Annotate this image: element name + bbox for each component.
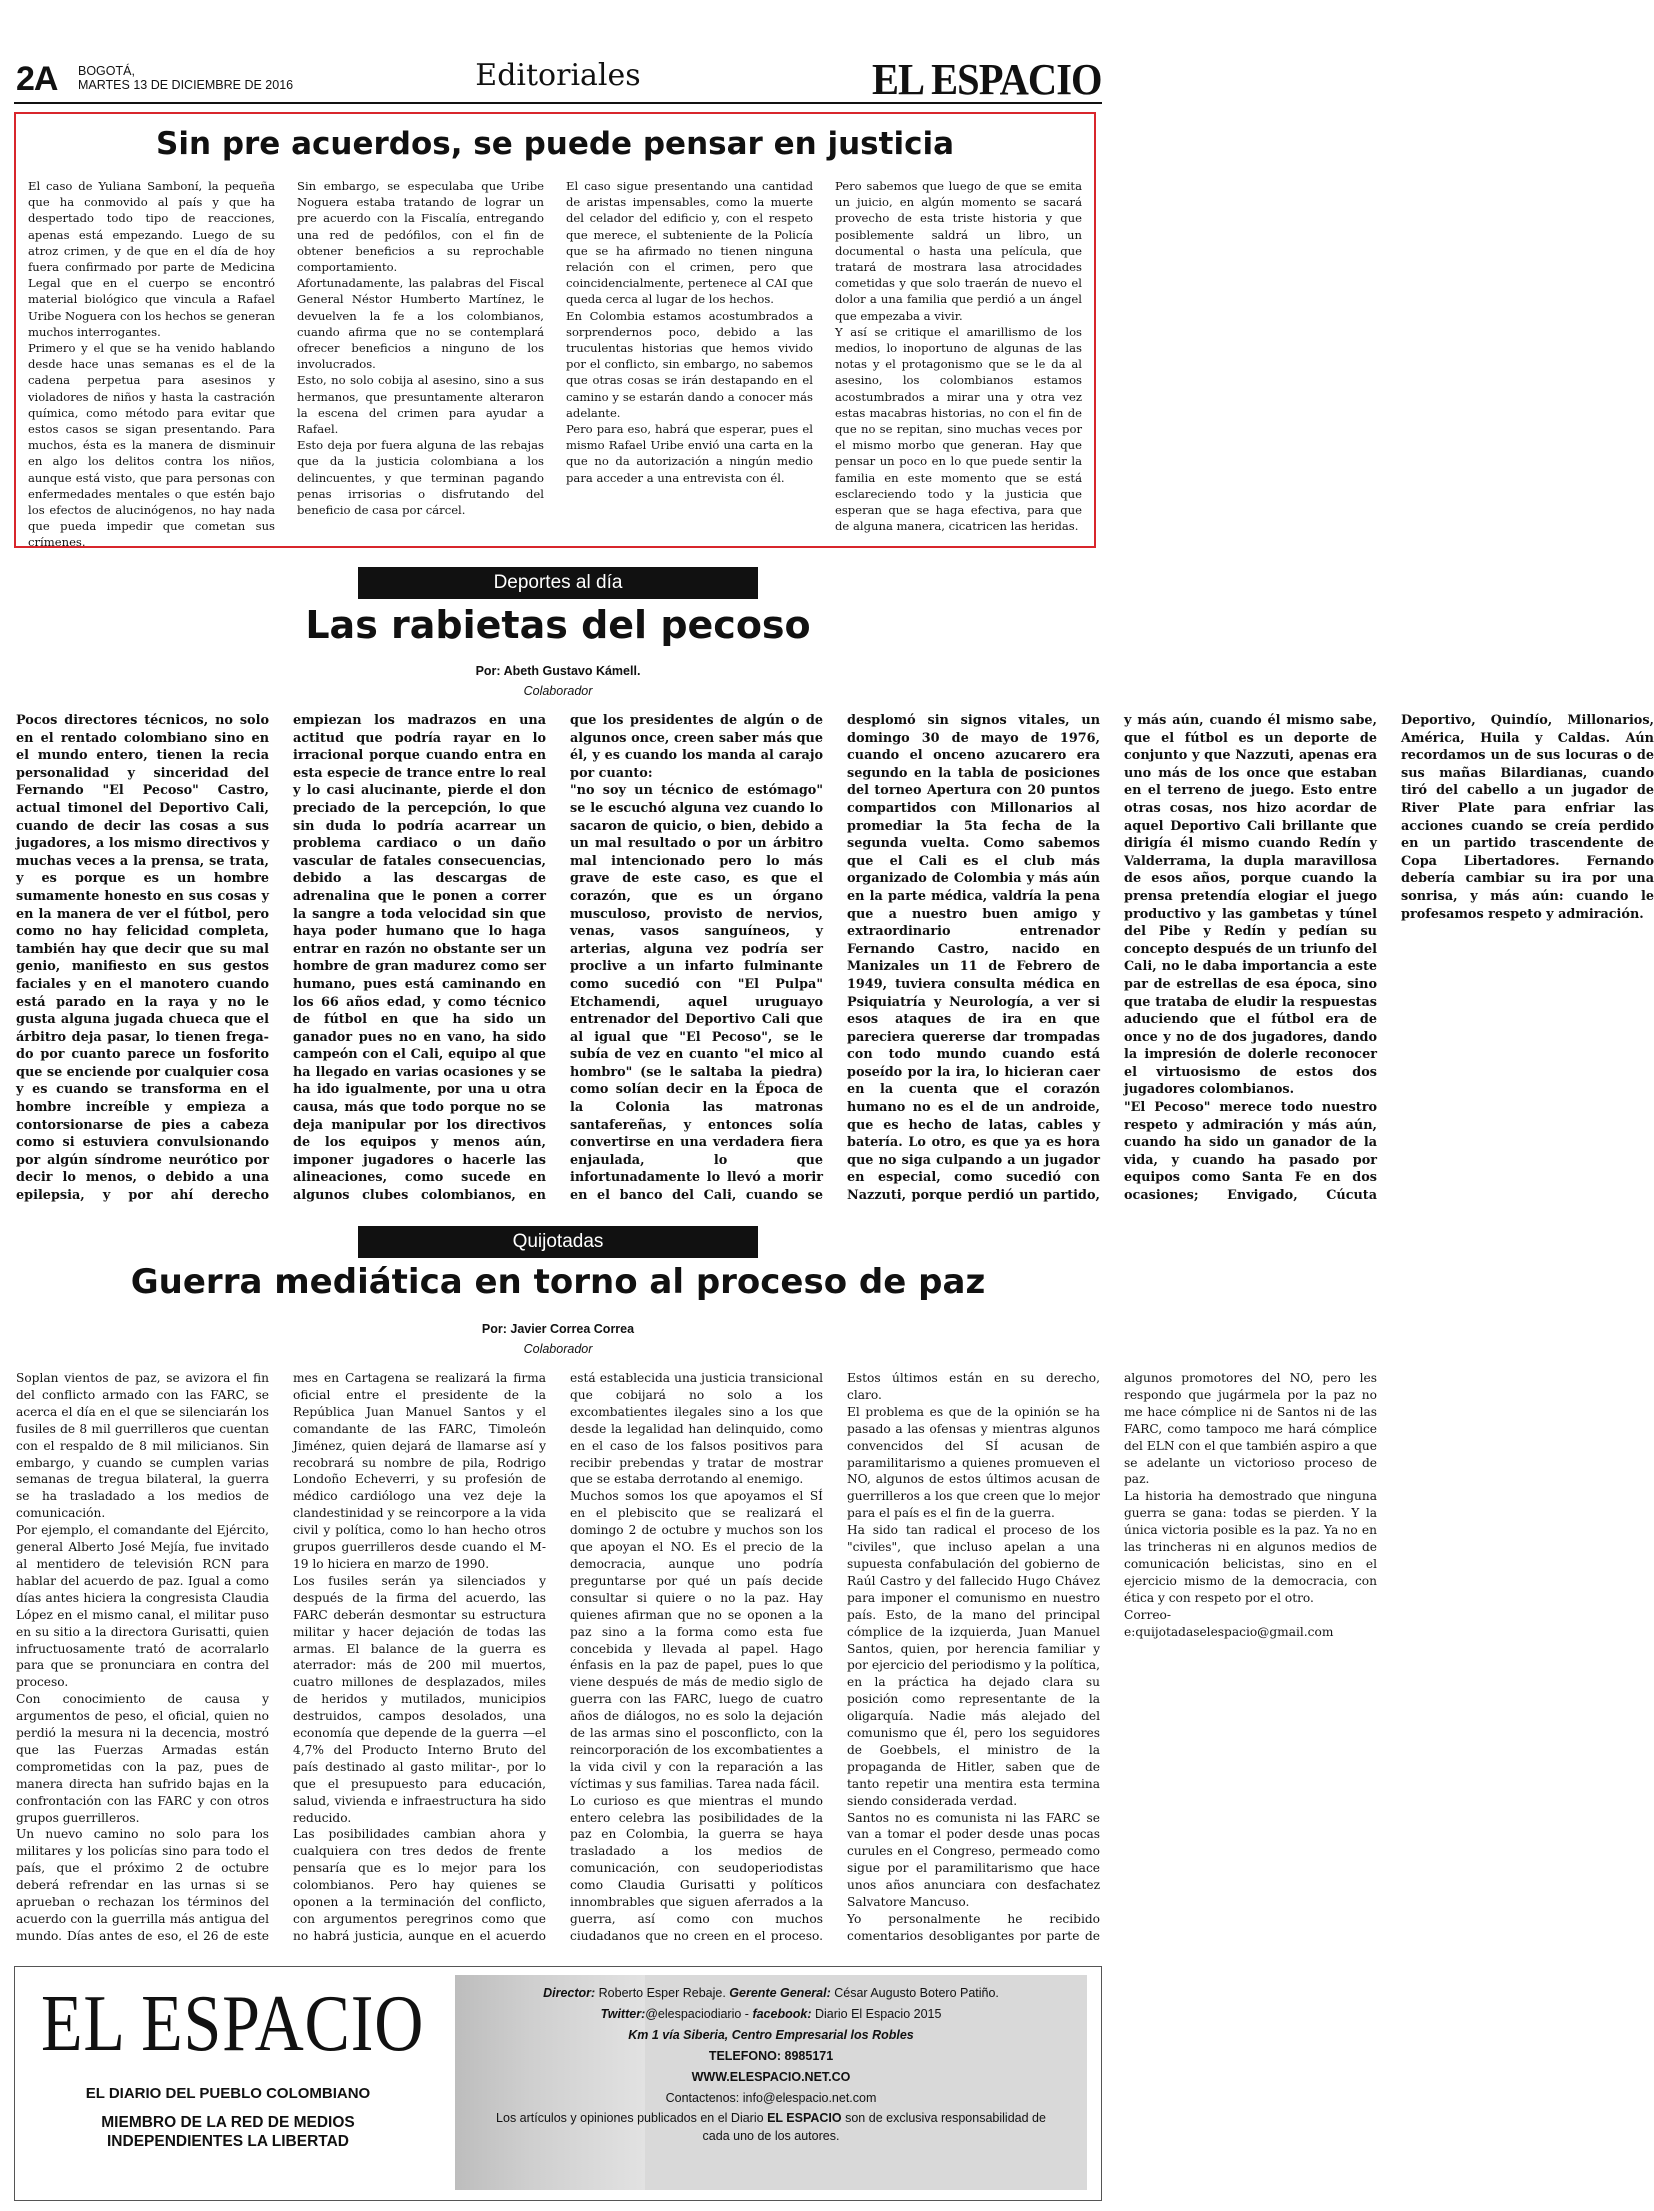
footer-tagline: EL DIARIO DEL PUEBLO COLOMBIANO <box>85 2085 371 2102</box>
page-number: 2A <box>16 60 58 98</box>
credit-disclaimer <box>455 2109 1087 2145</box>
member-line-2: INDEPENDIENTES LA LIBERTAD <box>107 2133 349 2150</box>
masthead-logo: EL ESPACIO <box>872 55 1102 104</box>
credit-address: Km 1 vía Siberia, Centro Empresarial los Robles <box>628 2028 914 2042</box>
editorial-column-3 <box>566 178 813 540</box>
paragraph: Muchos somos los que apoyamos el SÍ en el plebiscito que se realizará el domingo 2 de octubre y muchos son los que apoyan el NO. Es el precio de la democracia, aunque uno podría preguntarse por qué un país decide consultar si quiere o no la paz. Hay quienes afirman que no se oponen a la paz sino a la forma como esta fue concebida y llevada al papel. Hago énfasis en la paz de papel, pues lo que viene después de más de medio siglo de guerra con las FARC, luego de cuatro años de diálogos, no es solo la dejación de las armas sino el posconflicto, con la reincorporación de los excombatientes a la vida civil y con la reparación a las víctimas y sus familias. Tarea nada fácil. <box>570 1489 823 1791</box>
credit-director <box>455 1983 1087 2004</box>
editorial-column-1 <box>28 178 275 550</box>
paragraph: "El Pecoso" merece todo nuestro respeto y admiración y más aún, cuando ha sido un ganador de la vida, y cuando ha pasado por equipos como Santa Fe en dos ocasiones; Envigado, Cúcuta Deportivo, Quindío, Millonarios, América, Huila y Caldas. Aún recordamos un de sus locuras o de sus mañas Bilardianas, cuando tiró del cabello a un jugador de River Plate para enfriar las acciones cuando se creía perdido en un partido trascendente de Copa Libertadores. Fernando debería cambiar su ira por una sonrisa, y más aún: cuando le profesamos respeto y admiración. <box>1124 713 1654 1204</box>
paragraph: El problema es que de la opinión se ha pasado a las ofensas y mientras algunos convencidos del SÍ acusan de paramilitarismo a quienes promueven el NO, algunos de estos últimos acusan de guerrilleros a los que creen que lo mejor para el país es el fin de la guerra. <box>847 1404 1100 1521</box>
paragraph: Pero para eso, habrá que esperar, pues el mismo Rafael Uribe envió una carta en la que no da autorización a ningún medio para acceder a una entrevista con él. <box>566 422 813 485</box>
paragraph: Por ejemplo, el comandante del Ejército, general Alberto José Mejía, fue invitado al mentidero de televisión RCN para hablar del acuerdo de paz. Igual a como días antes hiciera la congresista Claudia López en el mismo canal, el militar puso en su sitio a la directora Gurisatti, quien infructuosamente trató de acorralarlo para que se pronunciara en contra del proceso. <box>16 1523 269 1690</box>
author-email: Correo-e:quijotadaselespacio@gmail.com <box>1124 1607 1334 1639</box>
footer-credits <box>455 1975 1087 2190</box>
contact-email[interactable]: info@elespacio.net.com <box>742 2091 877 2105</box>
paragraph: Las posibilidades cambian ahora y cualquiera con tres dedos de frente pensaría que es lo mejor para los colombianos. Pero hay quienes se oponen a la terminación del conflicto, con argumentos peregrinos como que no habrá justicia, aunque en el acuerdo está establecida una justicia transicional que cobijará no solo a los excombatientes ilegales sino a los que desde la legalidad han delinquido, como en el caso de los falsos positivos para recibir prebendas y tratar de mostrar que se estaba derrotando al enemigo. <box>293 1371 823 1943</box>
article-title-guerra: Guerra mediática en torno al proceso de paz <box>130 1262 986 1302</box>
paragraph: En Colombia estamos acostumbrados a sorprendernos poco, debido a las truculentas historias que hemos vivido por el conflicto, sin embargo, no sabemos que otras cosas se irán destapando en el camino y se estarán dando a conocer más adelante. <box>566 308 813 420</box>
section-title: Editoriales <box>475 58 641 93</box>
section-band-quijotadas: Quijotadas <box>358 1226 758 1258</box>
credit-social <box>455 2004 1087 2025</box>
article-author-role: Colaborador <box>523 1342 593 1356</box>
paragraph: Ha sido tan radical el proceso de los "civiles", que incluso apelan a una supuesta confabulación del gobierno de Raúl Castro y del fallecido Hugo Chávez para imponer el comunismo en nuestro país. Esto, de la mano del principal cómplice de la izquierda, Juan Manuel Santos, quien, por herencia familiar y por ejercicio del periodismo y la política, en la práctica ha dejado clara su posición como representante de la oligarquía. Nadie más alejado del comunismo que él, pero los seguidores de Goebbels, el ministro de la propaganda de Hitler, saben que de tanto repetir una mentira esta termina siendo considerada verdad. <box>847 1523 1100 1808</box>
disclaimer-brand: EL ESPACIO <box>767 2111 842 2125</box>
paragraph: Esto, no solo cobija al asesino, sino a sus hermanos, que presuntamente alteraron la escena del crimen para ayudar a Rafael. <box>297 373 544 437</box>
disclaimer-pre: Los artículos y opiniones publicados en el Diario <box>496 2111 764 2125</box>
paragraph: Pero sabemos que luego de que se emita un juicio, en algún momento se sacará provecho de esta triste historia y que posiblemente saldrá un libro, un documental o hasta una película, que tratará de mostrara lasa atrocidades cometidas y que solo traerán de nuevo el dolor a una familia que perdió a un ángel que empezaba a vivir. <box>835 179 1082 323</box>
facebook-page[interactable]: Diario El Espacio 2015 <box>814 2007 942 2021</box>
manager-label: Gerente General: <box>729 1986 831 2000</box>
director-label: Director: <box>543 1986 596 2000</box>
editorial-title: Sin pre acuerdos, se puede pensar en justicia <box>156 126 954 162</box>
editorial-column-2 <box>297 178 544 540</box>
paragraph: Y así se critique el amarillismo de los medios, lo inoportuno de algunas de las notas y el protagonismo que se le da al asesino, los colombianos estamos acostumbrados a mirar una y otra vez estas macabras historias, no con el fin de que no se repitan, sino muchas veces por el mismo morbo que generan. Hay que pensar un poco en lo que puede sentir la familia en este momento que se está esclareciendo todo y la justicia que esperan que se haga efectiva, para que de alguna manera, cicatricen las heridas. <box>835 324 1082 534</box>
website-link[interactable]: WWW.ELESPACIO.NET.CO <box>691 2070 851 2084</box>
footer-box <box>14 1966 1102 2201</box>
editorial-box <box>14 112 1096 548</box>
article-title-rabietas: Las rabietas del pecoso <box>305 603 811 647</box>
paragraph: Soplan vientos de paz, se avizora el fin del conflicto armado con las FARC, se acerca el día en el que se silenciarán los fusiles de 8 mil guerrilleros que cuentan con el respaldo de 8 mil milicianos. Sin embargo, y cuando se cumplen varias semanas de tregua bilateral, la guerra se ha trasladado a los medios de comunicación. <box>16 1371 269 1521</box>
facebook-label: facebook: <box>752 2007 812 2021</box>
paragraph: Yo personalmente he recibido comentarios desobligantes por parte de algunos promotores del NO, pero les respondo que jugármela por la paz no me hace cómplice ni de Santos ni de las FARC, como tampoco me hará cómplice del ELN con el que también aspiro a que se adelante un victorioso proceso de paz. <box>847 1371 1377 1943</box>
phone-number: 8985171 <box>784 2049 834 2063</box>
footer-member <box>43 2113 413 2151</box>
editorial-column-4 <box>835 178 1082 540</box>
member-line-1: MIEMBRO DE LA RED DE MEDIOS <box>101 2114 355 2131</box>
paragraph: Santos no es comunista ni las FARC se van a tomar el poder desde unas pocas curules en el Congreso, permeado como sigue por el paramilitarismo que hace unos años anunciara con desfachatez Salvatore Mancuso. <box>847 1810 1100 1910</box>
manager-name: César Augusto Botero Patiño. <box>834 1986 999 2000</box>
twitter-handle[interactable]: @elespaciodiario - <box>645 2007 749 2021</box>
footer-credit-lines <box>455 1983 1087 2145</box>
director-name: Roberto Esper Rebaje. <box>598 1986 726 2000</box>
article-column-1 <box>16 712 1654 1212</box>
article-author-role: Colaborador <box>523 684 593 698</box>
paragraph: Afortunadamente, las palabras del Fiscal General Néstor Humberto Martínez, le devuelven la fe a los colombianos, cuando afirma que no se contemplará ofrecer beneficios a ninguno de los involucrados. <box>297 276 544 372</box>
section-band-deportes: Deportes al día <box>358 567 758 599</box>
dateline-city: BOGOTÁ, <box>78 64 135 78</box>
article-columns <box>16 1370 1377 1948</box>
article-body-guerra <box>16 1370 1377 1948</box>
paragraph: Primero y el que se ha venido hablando desde hace unas semanas es el de la cadena perpetua para asesinos y violadores de niños y hasta la castración química, como método para evitar que estos casos se sigan presentando. Para muchos, ésta es la manera de disminuir en algo los delitos contra los niños, aunque está visto, que para personas con enfermedades mentales o que estén bajo los efectos de alucinógenos, no hay nada que pueda impedir que cometan sus crímenes. <box>28 341 275 550</box>
dateline-date: MARTES 13 DE DICIEMBRE DE 2016 <box>78 78 294 92</box>
disclaimer-post: son de exclusiva responsabilidad de cada uno de los autores. <box>702 2111 1046 2143</box>
page-header <box>14 52 1102 104</box>
paragraph: Sin embargo, se especulaba que Uribe Noguera estaba tratando de lograr un pre acuerdo con la Fiscalía, entregando una red de pedófilos, con el fin de obtener beneficios a su reprochable comportamiento. <box>297 179 544 275</box>
paragraph: Esto deja por fuera alguna de las rebajas que da la justicia colombiana a los delincuentes, y que terminan pagando penas irrisorias o disfrutando del beneficio de casa por cárcel. <box>297 438 544 518</box>
paragraph: Un nuevo camino no solo para los militares y los policías sino para todo el país, que el próximo 2 de octubre deberá refrendar en las urnas si se aprueban o rechazan los términos del acuerdo con la guerrilla más antigua del mundo. Días antes de eso, el 26 de este mes en Cartagena se realizará la firma oficial entre el presidente de la República Juan Manuel Santos y el comandante de las FARC, Timoleón Jiménez, quien dejará de llamarse así y recobrará su nombre de pila, Rodrigo Londoño Echeverri, y su profesión de médico cardiólogo una vez deje la clandestinidad y se reincorpore a la vida civil y política, como lo han hecho otros grupos guerrilleros desde cuando el M-19 lo hiciera en marzo de 1990. <box>16 1371 546 1943</box>
footer-logo: EL ESPACIO <box>41 1980 425 2068</box>
paragraph: El caso sigue presentando una cantidad de aristas impensables, como la muerte del celador del edificio y, con el respeto que merece, el subteniente de la Policía que se ha afirmado no tienen ninguna relación con el crimen, pero que coincidencialmente, pertenece al CAI que queda cerca al lugar de los hechos. <box>566 179 813 307</box>
article-body-rabietas <box>16 712 1654 1212</box>
paragraph: El caso de Yuliana Samboní, la pequeña que ha conmovido al país y que ha despertado todo tipo de reacciones, apenas está empezando. Luego de su atroz crimen, y de que en el día de hoy fuera confirmado por parte de Medicina Legal que en el cuerpo se encontró material biológico que vincula a Rafael Uribe Noguera con los hechos se generan muchos interrogantes. <box>28 179 275 339</box>
article-byline: Por: Abeth Gustavo Kámell. <box>475 664 641 678</box>
phone-label: TELEFONO: <box>708 2049 782 2063</box>
paragraph: Lo curioso es que mientras el mundo entero celebra las posibilidades de la paz en Colombia, la guerra se haya trasladado a los medios de comunicación, con seudoperiodistas como Claudia Gurisatti y políticos innombrables que siguen aferrados a la guerra, así como con muchos ciudadanos que no creen en el proceso. Estos últimos están en su derecho, claro. <box>570 1371 1100 1943</box>
credit-phone <box>455 2046 1087 2067</box>
credit-contact <box>455 2088 1087 2109</box>
paragraph: Con conocimiento de causa y argumentos de peso, el oficial, quien no perdió la mesura ni la decencia, mostró que las Fuerzas Armadas están comprometidas con la paz, pues de manera directa han sufrido bajas en la confrontación con las FARC y con otros grupos guerrilleros. <box>16 1692 269 1825</box>
paragraph: Los fusiles serán ya silenciados y después de la firma del acuerdo, las FARC deberán desmontar su estructura militar y hacer dejación de todas las armas. El balance de la guerra es aterrador: más de 200 mil muertos, cuatro millones de desplazados, miles de heridos y mutilados, municipios destruidos, campos desolados, una economía que depende de la guerra —el 4,7% del Producto Interno Bruto del país destinado al gasto militar-, por lo que el presupuesto para educación, salud, vivienda e infraestructura ha sido reducido. <box>293 1573 546 1825</box>
contact-label: Contactenos: <box>665 2091 740 2105</box>
paragraph: "no soy un técnico de estómago" se le escuchó alguna vez cuando lo sacaron de quicio, o bien, debido a un mal resultado o por un árbitro mal intencionado pero lo más grave de este caso, es que el corazón, que es un órgano musculoso, provisto de nervios, venas, vasos sanguíneos, y arterias, alguna vez podría ser proclive a un infarto fulminante como sucedió con "El Pulpa" Etchamendi, aquel uruguayo entrenador del Deportivo Cali que al igual que "El Pecoso", se le subía de vez en cuanto "el mico al hombro" (se le saltaba la piedra) como solían decir en la Época de la Colonia las matronas santafereñas, y entonces solía convertirse en una verdadera fiera enjaulada, lo que infortunadamente lo llevó a morir en el banco del Cali, cuando se desplomó sin signos vitales, un domingo 30 de mayo de 1976, cuando el onceno azucarero era segundo en la tabla de posiciones del torneo Apertura con 20 puntos compartidos con Millonarios al promediar la 5ta fecha de la segunda vuelta. Como sabemos que el Cali es el club más organizado de Colombia y más aún en la parte médica, valdría la pena que a nuestro buen amigo y extraordinario entrenador Fernando Castro, nacido en Manizales un 11 de Febrero de 1949, tuviera consulta médica en Psiquiatría y Neurología, a ver si esos ataques de ira en que pareciera quererse dar trompadas con todo mundo cuando está poseído por la ira, lo hicieran caer en la cuenta que el corazón humano no es el de un androide, que es hecho de latas, cables y batería. Lo otro, es que ya es hora que no siga culpando a un jugador en especial, como sucedió con Nazzuti, porque perdió un partido, y más aún, cuando él mismo sabe, que el fútbol es un deporte de conjunto y que Nazzuti, apenas era uno más de los once que estaban en el terreno de juego. Esto entre otras cosas, nos hizo acordar de aquel Deportivo Cali brillante que dirigía él mismo cuando Redín y Valderrama, la dupla maravillosa de esos años, porque cuando la prensa pretendía elogiar el juego productivo y las gambetas y túnel del Pibe y Redín y pedían su concepto después de un triunfo del Cali, no le daba importancia a este par de estrellas de esa época, sino que trataba de eludir la respuestas aduciendo que el fútbol era de once y no de dos jugadores, dando la impresión de dolerle reconocer el virtuosismo de estos dos jugadores colombianos. <box>570 713 1377 1204</box>
paragraph: La historia ha demostrado que ninguna guerra se gana: todas se pierden. Y la única victoria posible es la paz. Ya no en las trincheras ni en algunos medios de comunicación belicistas, sino en el ejercicio mismo de la democracia, con ética y con respeto por el otro. <box>1124 1489 1377 1605</box>
editorial-body <box>28 178 1082 550</box>
paragraph: Pocos directores técnicos, no solo en el rentado colombiano sino en el mundo entero, tienen la recia personalidad y sinceridad del Fernando "El Pecoso" Castro, actual timonel del Deportivo Cali, cuando de decir las cosas a sus jugadores, a los mismo directivos y muchas veces a la prensa, se trata, y es porque es un hombre sumamente honesto en sus cosas y en la manera de ver el fútbol, pero como no hay felicidad completa, también hay que decir que su mal genio, manifiesto en sus gestos faciales y en el manotero cuando está parado en la raya y no le gusta alguna jugada chueca que el árbitro deja pasar, lo tienen frega-do por cuanto parece un fosforito que se enciende por cualquier cosa y es cuando se transforma en el hombre increíble y empieza a contorsionarse de pies a cabeza como si estuviera convulsionando por algún síndrome neurótico por decir lo menos, o debido a una epilepsia, y por ahí derecho empiezan los madrazos en una actitud que podría rayar en lo irracional porque cuando entra en esta especie de trance entre lo real y lo casi alucinante, pierde el don preciado de la percepción, lo que sin duda lo podría acarrear un problema cardiaco o un daño vascular de fatales consecuencias, debido a las descargas de adrenalina que le ponen a correr la sangre a toda velocidad sin que haya poder humano que lo haga entrar en razón no obstante ser un hombre de gran madurez como ser humano, pues está caminando en los 66 años edad, y como técnico de fútbol en que ha sido un ganador pues no en vano, ha sido campeón con el Cali, equipo al que ha llegado en varias ocasiones y se ha ido igualmente, por una u otra causa, más que todo porque no se deja manipular por los directivos de los equipos y menos aún, imponer jugadores o hacerle las alineaciones, como sucede en algunos clubes colombianos, en que los presidentes de algún o de algunos once, creen saber más que él, y es cuando los manda al carajo por cuanto: <box>16 713 823 1204</box>
twitter-label: Twitter: <box>600 2007 646 2021</box>
article-byline: Por: Javier Correa Correa <box>481 1322 635 1336</box>
